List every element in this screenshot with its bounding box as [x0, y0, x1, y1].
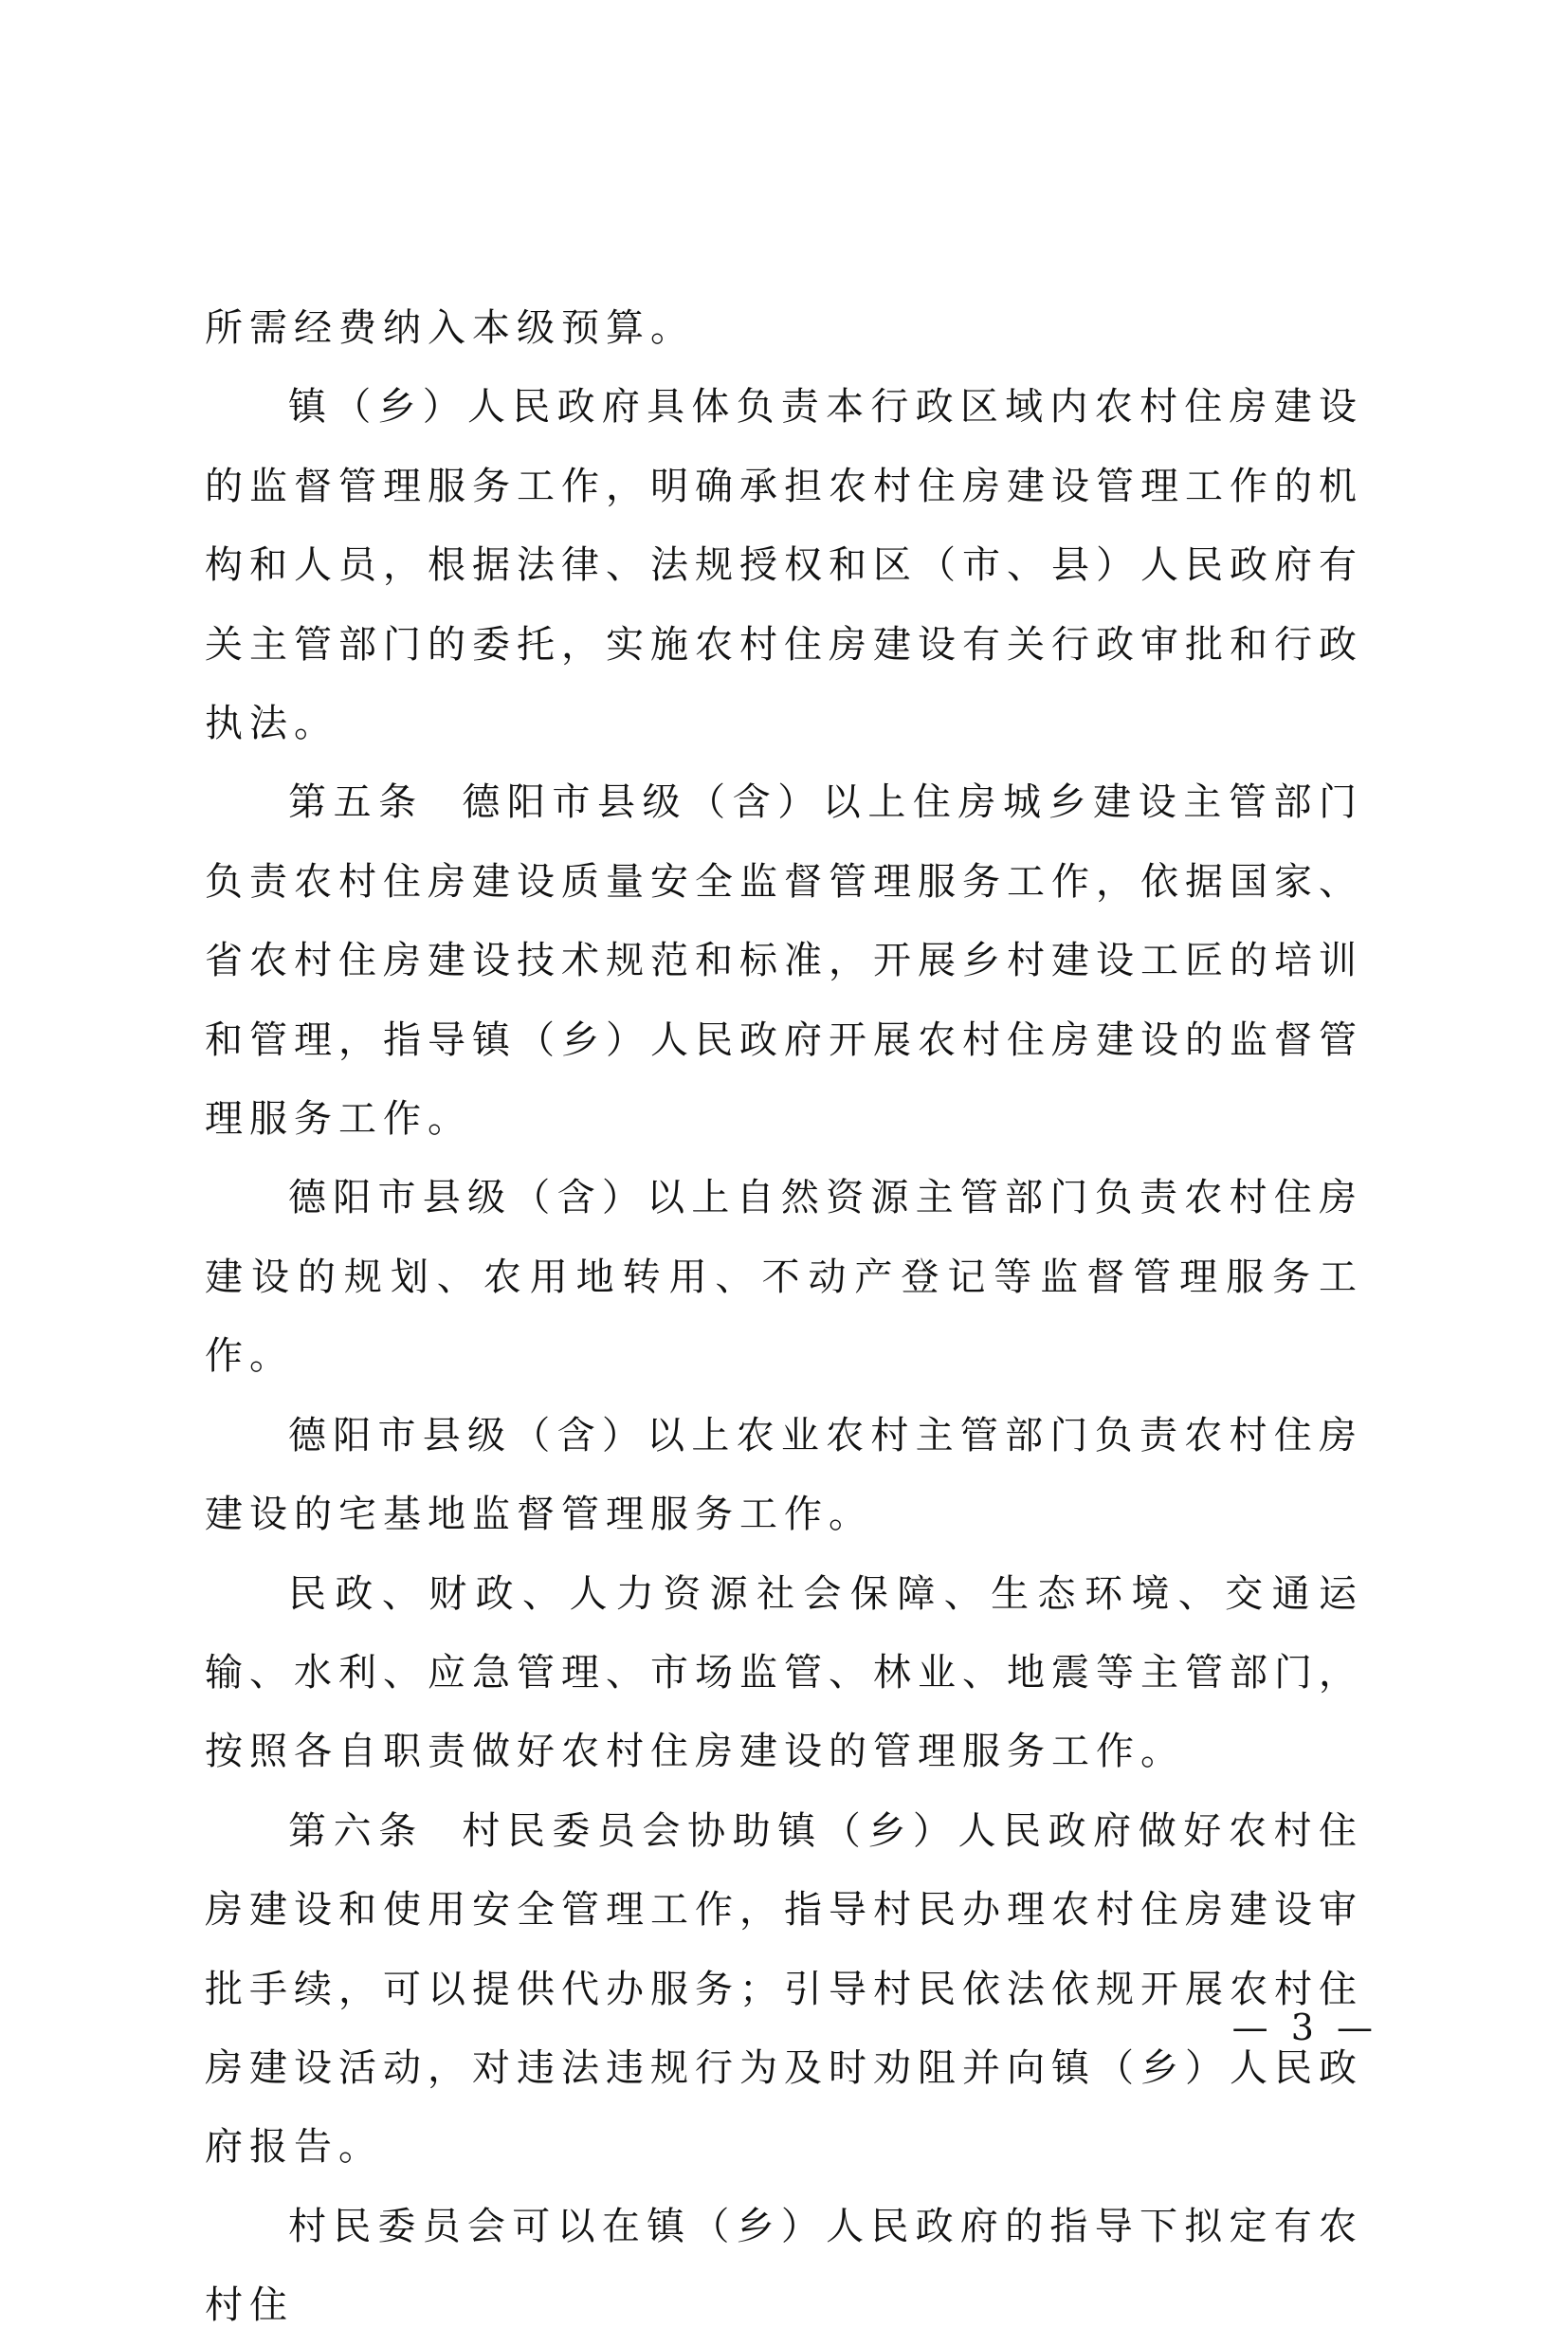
article-number: 第六条 [288, 1808, 424, 1853]
paragraph-agriculture [205, 1397, 1363, 1555]
paragraph-article-five [205, 763, 1363, 1159]
article-number: 第五条 [288, 780, 424, 825]
paragraph-text: 民政、财政、人力资源社会保障、生态环境、交通运输、水利、应急管理、市场监管、林业、地震等主管部门，按照各自职责做好农村住房建设的管理服务工作。 [205, 1571, 1363, 1774]
paragraph-text: 德阳市县级（含）以上农业农村主管部门负责农村住房建设的宅基地监督管理服务工作。 [205, 1413, 1363, 1537]
paragraph-village-committee [205, 2188, 1363, 2346]
document-body [205, 289, 1363, 2346]
paragraph-text: 村民委员会可以在镇（乡）人民政府的指导下拟定有农村住 [205, 2204, 1363, 2328]
paragraph-article-six [205, 1792, 1363, 2188]
paragraph-budget [205, 289, 1363, 368]
paragraph-text: 村民委员会协助镇（乡）人民政府做好农村住房建设和使用安全管理工作，指导村民办理农村住房建设审批手续，可以提供代办服务；引导村民依法依规开展农村住房建设活动，对违法违规行为及时劝阻并向镇（乡）人民政府报告。 [205, 1808, 1364, 2170]
paragraph-natural-resources [205, 1159, 1363, 1396]
paragraph-text: 德阳市县级（含）以上住房城乡建设主管部门负责农村住房建设质量安全监督管理服务工作，依据国家、省农村住房建设技术规范和标准，开展乡村建设工匠的培训和管理，指导镇（乡）人民政府开展农村住房建设的监督管理服务工作。 [205, 780, 1364, 1142]
page-number: — 3 — [1231, 2007, 1378, 2048]
paragraph-text: 所需经费纳入本级预算。 [205, 306, 695, 350]
paragraph-text: 镇（乡）人民政府具体负责本行政区域内农村住房建设的监督管理服务工作，明确承担农村住房建设管理工作的机构和人员，根据法律、法规授权和区（市、县）人民政府有关主管部门的委托，实施农村住房建设有关行政审批和行政执法。 [205, 385, 1363, 746]
paragraph-other-departments [205, 1555, 1363, 1792]
paragraph-township-government [205, 368, 1363, 763]
paragraph-text: 德阳市县级（含）以上自然资源主管部门负责农村住房建设的规划、农用地转用、不动产登记等监督管理服务工作。 [205, 1176, 1363, 1379]
